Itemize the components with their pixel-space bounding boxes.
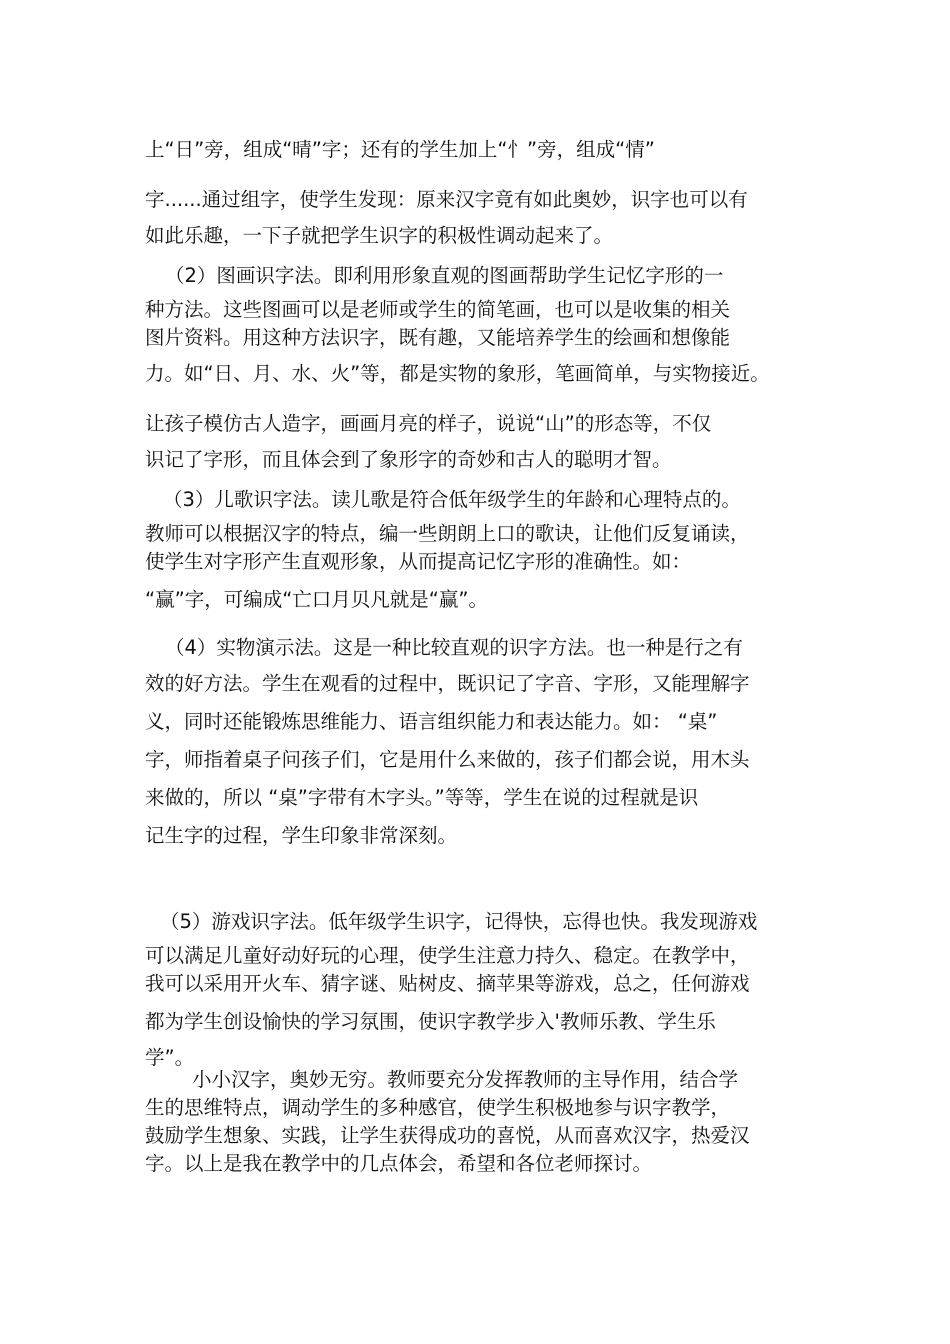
text-line: 记生字的过程，学生印象非常深刻。 — [145, 824, 458, 847]
text-line: 鼓励学生想象、实践，让学生获得成功的喜悦，从而喜欢汉字，热爱汉 — [145, 1124, 750, 1147]
text-line: 力。如“日、月、水、火”等，都是实物的象形，笔画简单，与实物接近。 — [145, 362, 770, 385]
text-line: 小小汉字，奥妙无穷。教师要充分发挥教师的主导作用，结合学 — [192, 1068, 739, 1091]
text-line: 教师可以根据汉字的特点，编一些朗朗上口的歌诀，让他们反复诵读， — [145, 522, 750, 545]
text-line: 可以满足儿童好动好玩的心理，使学生注意力持久、稳定。在教学中， — [145, 944, 750, 967]
text-line: 如此乐趣，一下子就把学生识字的积极性调动起来了。 — [145, 224, 614, 247]
text-line: 使学生对字形产生直观形象，从而提高记忆字形的准确性。如： — [145, 550, 692, 573]
text-line: 识记了字形，而且体会到了象形字的奇妙和古人的聪明才智。 — [145, 448, 672, 471]
text-line: “赢”字，可编成“亡口月贝凡就是“赢”。 — [145, 588, 489, 611]
text-line: 字。以上是我在教学中的几点体会，希望和各位老师探讨。 — [145, 1152, 653, 1175]
text-line: （3）儿歌识字法。读儿歌是符合低年级学生的年龄和心理特点的。 — [163, 488, 741, 511]
text-line: 上“日”旁，组成“晴”字；还有的学生加上“忄”旁，组成“情” — [145, 138, 655, 161]
text-line: 来做的，所以 “桌”字带有木字头。”等等，学生在说的过程就是识 — [145, 786, 699, 809]
text-line: 生的思维特点，调动学生的多种感官，使学生积极地参与识字教学， — [145, 1096, 731, 1119]
text-line: 我可以采用开火车、猜字谜、贴树皮、摘苹果等游戏，总之，任何游戏 — [145, 972, 750, 995]
text-line: 图片资料。用这种方法识字，既有趣，又能培养学生的绘画和想像能 — [145, 326, 731, 349]
text-line: 学”。 — [145, 1046, 195, 1069]
text-line: 效的好方法。学生在观看的过程中，既识记了字音、字形，又能理解字 — [145, 672, 750, 695]
text-line: （5）游戏识字法。低年级学生识字，记得快，忘得也快。我发现游戏 — [160, 910, 758, 933]
text-line: 字......通过组字，使学生发现：原来汉字竟有如此奥妙，识字也可以有 — [145, 188, 748, 211]
text-line: 义，同时还能锻炼思维能力、语言组织能力和表达能力。如： “桌” — [145, 710, 718, 733]
text-line: （2）图画识字法。即利用形象直观的图画帮助学生记忆字形的一 — [165, 264, 724, 287]
text-line: 让孩子模仿古人造字，画画月亮的样子，说说“山”的形态等，不仅 — [145, 412, 712, 435]
text-line: （4）实物演示法。这是一种比较直观的识字方法。也一种是行之有 — [165, 636, 743, 659]
text-line: 种方法。这些图画可以是老师或学生的简笔画，也可以是收集的相关 — [145, 298, 731, 321]
text-line: 字，师指着桌子问孩子们，它是用什么来做的，孩子们都会说，用木头 — [145, 748, 750, 771]
text-line: 都为学生创设愉快的学习氛围，使识字教学步入'教师乐教、学生乐 — [145, 1010, 716, 1033]
